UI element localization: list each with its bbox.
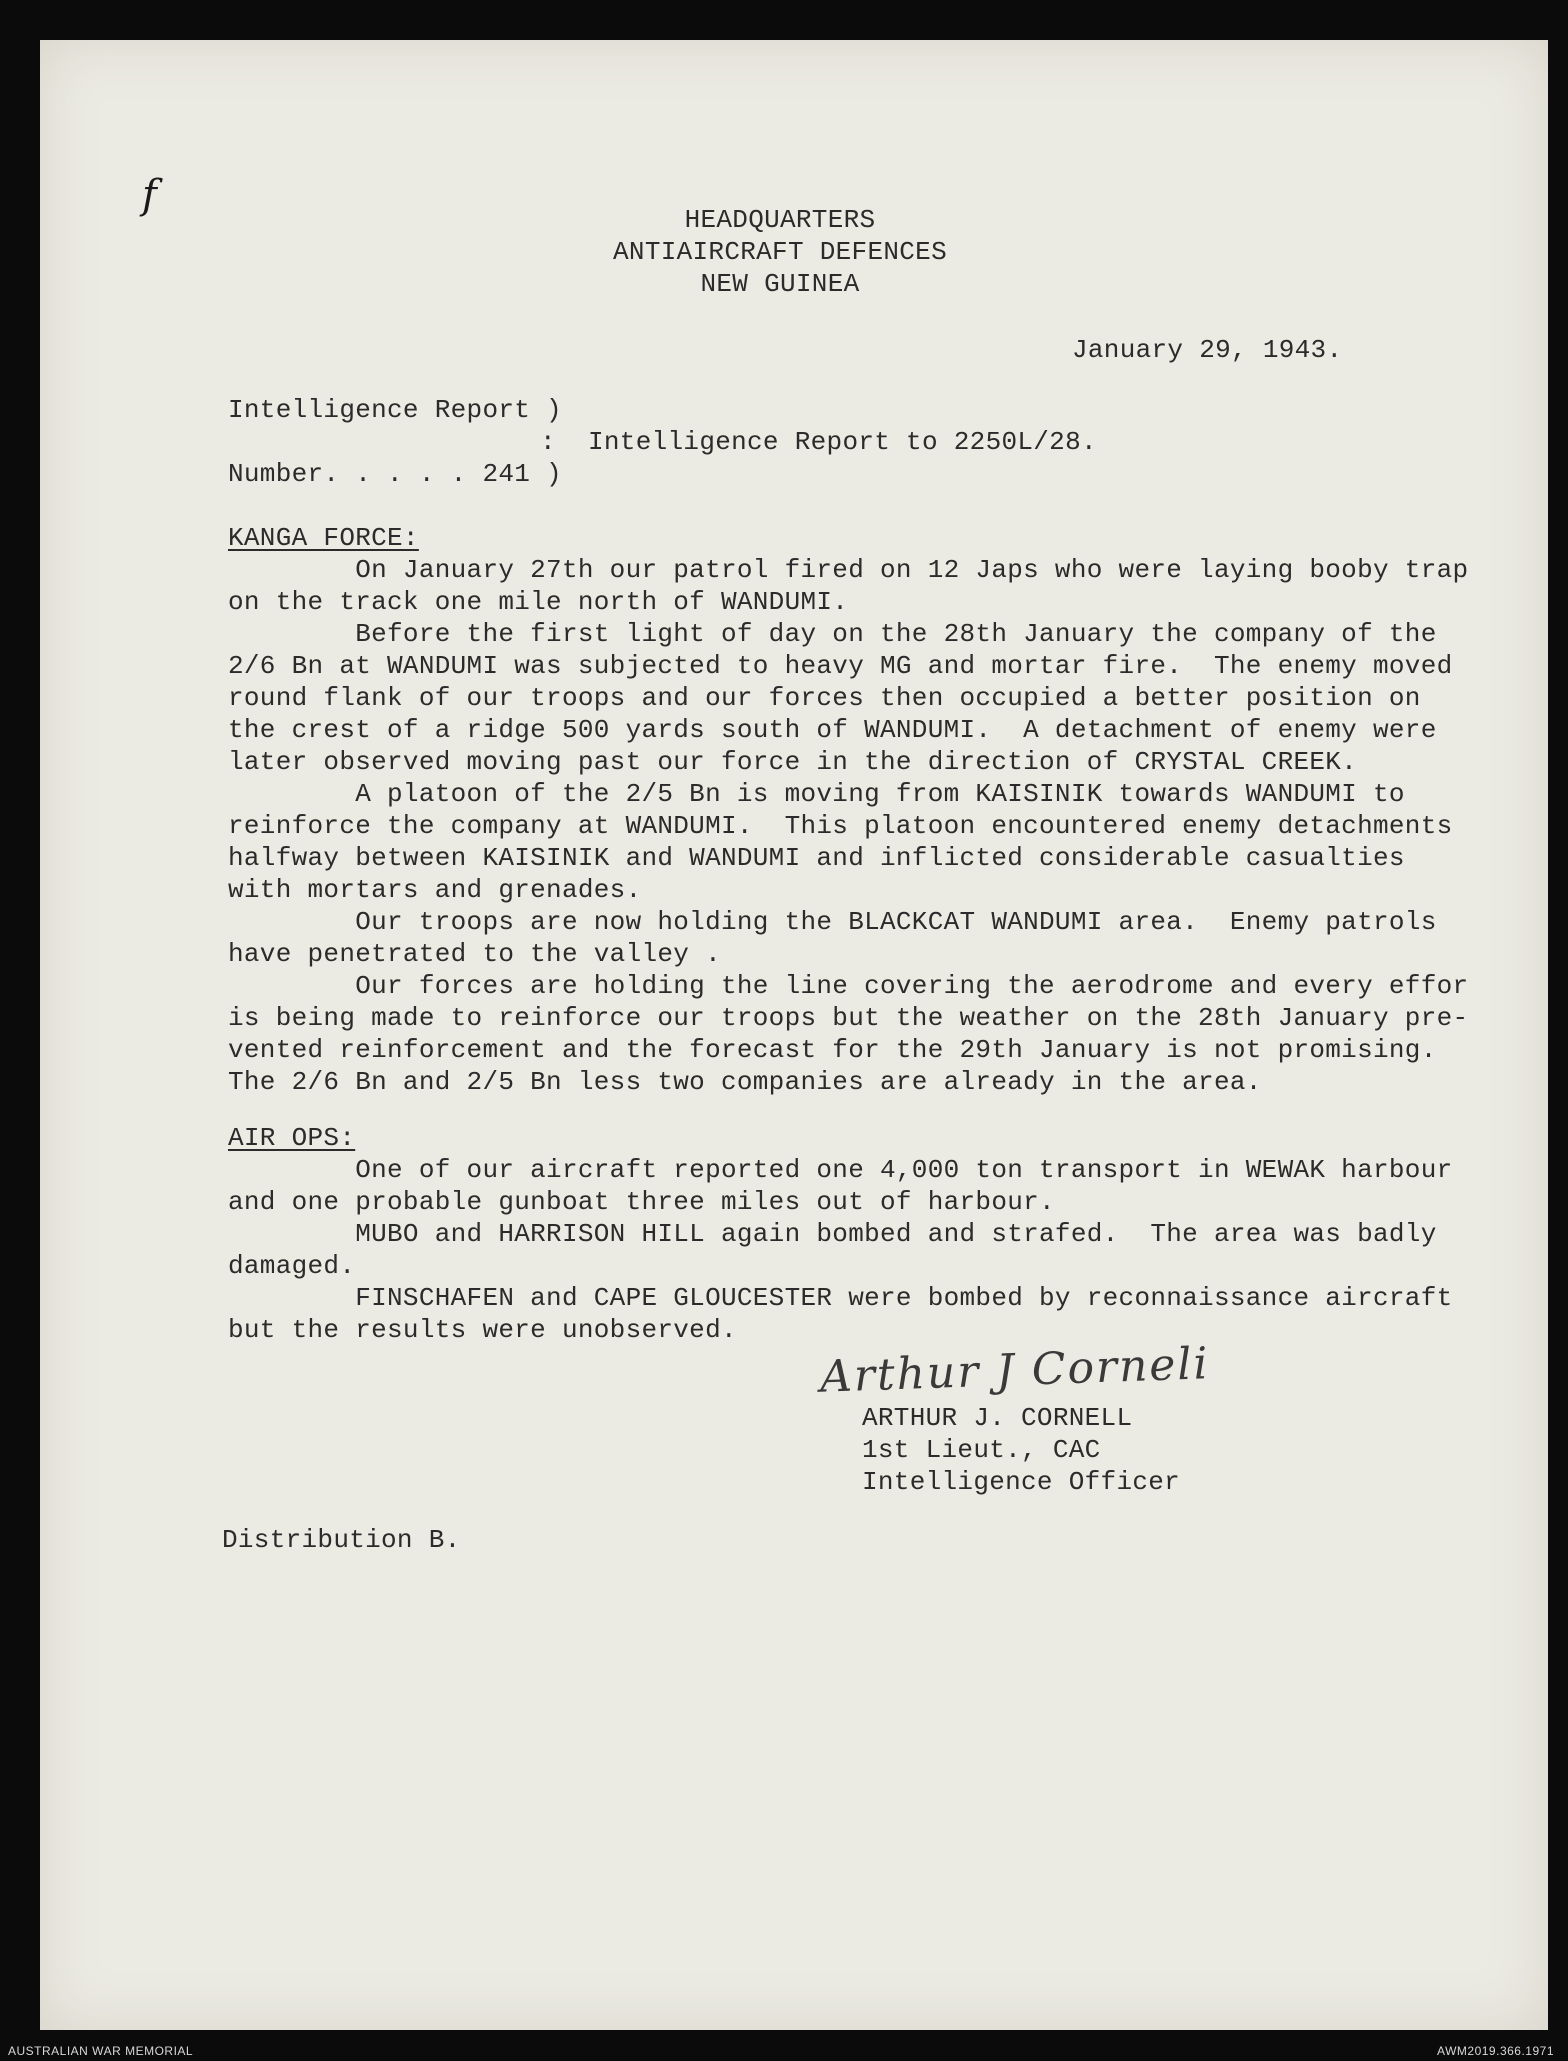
kanga-line: round flank of our troops and our forces then occupied a better position on [228, 683, 1421, 713]
kanga-line: on the track one mile north of WANDUMI. [228, 587, 849, 617]
kanga-line: the crest of a ridge 500 yards south of WANDUMI. A detachment of enemy were [228, 715, 1437, 745]
reference-left-2: Number. . . . . 241 ) [228, 459, 562, 489]
kanga-line: 2/6 Bn at WANDUMI was subjected to heavy MG and mortar fire. The enemy moved [228, 651, 1453, 681]
kanga-force-heading: KANGA FORCE: [228, 523, 419, 553]
airops-line: One of our aircraft reported one 4,000 ton transport in WEWAK harbour [228, 1155, 1453, 1185]
footer-institution: AUSTRALIAN WAR MEMORIAL [8, 2044, 194, 2058]
kanga-line: On January 27th our patrol fired on 12 Japs who were laying booby trap [228, 555, 1469, 585]
signatory-rank: 1st Lieut., CAC [862, 1435, 1101, 1465]
kanga-line: The 2/6 Bn and 2/5 Bn less two companies are already in the area. [228, 1067, 1262, 1097]
distribution-line: Distribution B. [222, 1525, 461, 1555]
kanga-line: A platoon of the 2/5 Bn is moving from KAISINIK towards WANDUMI to [228, 779, 1405, 809]
kanga-line: vented reinforcement and the forecast for the 29th January is not promising. [228, 1035, 1437, 1065]
signatory-title: Intelligence Officer [862, 1467, 1181, 1497]
margin-mark: f [142, 172, 157, 218]
kanga-line: with mortars and grenades. [228, 875, 642, 905]
kanga-line: have penetrated to the valley . [228, 939, 721, 969]
airops-line: MUBO and HARRISON HILL again bombed and strafed. The area was badly [228, 1219, 1437, 1249]
airops-line: and one probable gunboat three miles out of harbour. [228, 1187, 1055, 1217]
reference-left-1: Intelligence Report ) [228, 395, 562, 425]
airops-line: damaged. [228, 1251, 356, 1281]
signatory-name: ARTHUR J. CORNELL [862, 1403, 1133, 1433]
airops-line: FINSCHAFEN and CAPE GLOUCESTER were bombed by reconnaissance aircraft [228, 1283, 1453, 1313]
airops-line: but the results were unobserved. [228, 1315, 737, 1345]
report-date: January 29, 1943. [1072, 335, 1343, 365]
footer-accession-number: AWM2019.366.1971 [1437, 2044, 1554, 2058]
header-line-2: ANTIAIRCRAFT DEFENCES [613, 237, 947, 267]
header-line-3: NEW GUINEA [700, 269, 860, 299]
kanga-line: Our forces are holding the line covering the aerodrome and every effor [228, 971, 1469, 1001]
kanga-line: Our troops are now holding the BLACKCAT WANDUMI area. Enemy patrols [228, 907, 1437, 937]
header-line-1: HEADQUARTERS [684, 205, 876, 235]
reference-colon: : [540, 427, 556, 457]
kanga-line: is being made to reinforce our troops but the weather on the 28th January pre- [228, 1003, 1469, 1033]
kanga-line: reinforce the company at WANDUMI. This platoon encountered enemy detachments [228, 811, 1453, 841]
kanga-line: Before the first light of day on the 28th January the company of the [228, 619, 1437, 649]
kanga-line: halfway between KAISINIK and WANDUMI and inflicted considerable casualties [228, 843, 1405, 873]
kanga-line: later observed moving past our force in the direction of CRYSTAL CREEK. [228, 747, 1358, 777]
handwritten-signature: Arthur J Corneli [819, 1338, 1211, 1403]
reference-right: Intelligence Report to 2250L/28. [588, 427, 1097, 457]
air-ops-heading: AIR OPS: [228, 1123, 356, 1153]
